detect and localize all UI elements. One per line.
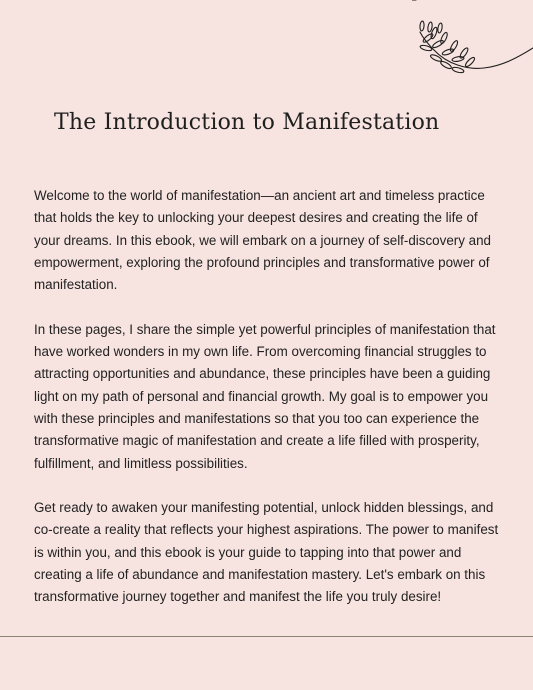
paragraph-intro: Welcome to the world of manifestation—an ancient art and timeless practice that holds the key to unlocking your deepest desires and creating the life of your dreams. In this ebook, we will embark on a journey of self-discovery and empowerment, exploring the profound principles and transformative power of manifestation. — [34, 188, 491, 293]
page-title: The Introduction to Manifestation — [54, 110, 440, 135]
paragraph-principles: In these pages, I share the simple yet powerful principles of manifestation that have worked wonders in my own life. From overcoming financial struggles to attracting opportunities and abundance, these principles have been a guiding light on my path of personal and financial growth. My goal is to empower you with these principles and manifestations so that you too can experience the transformative magic of manifestation and create a life filled with prosperity, fulfillment, and limitless possibilities. — [34, 321, 496, 471]
footer-divider — [0, 636, 533, 637]
body-text — [34, 185, 504, 631]
leafy-branch-icon — [412, 0, 533, 82]
paragraph-call-to-action: Get ready to awaken your manifesting potential, unlock hidden blessings, and co-create a reality that reflects your highest aspirations. The power to manifest is within you, and this ebook is your guide to tapping into that power and creating a life of abundance and manifestation mastery. Let's embark on this transformative journey together and manifest the life you truly desire! — [34, 500, 499, 605]
